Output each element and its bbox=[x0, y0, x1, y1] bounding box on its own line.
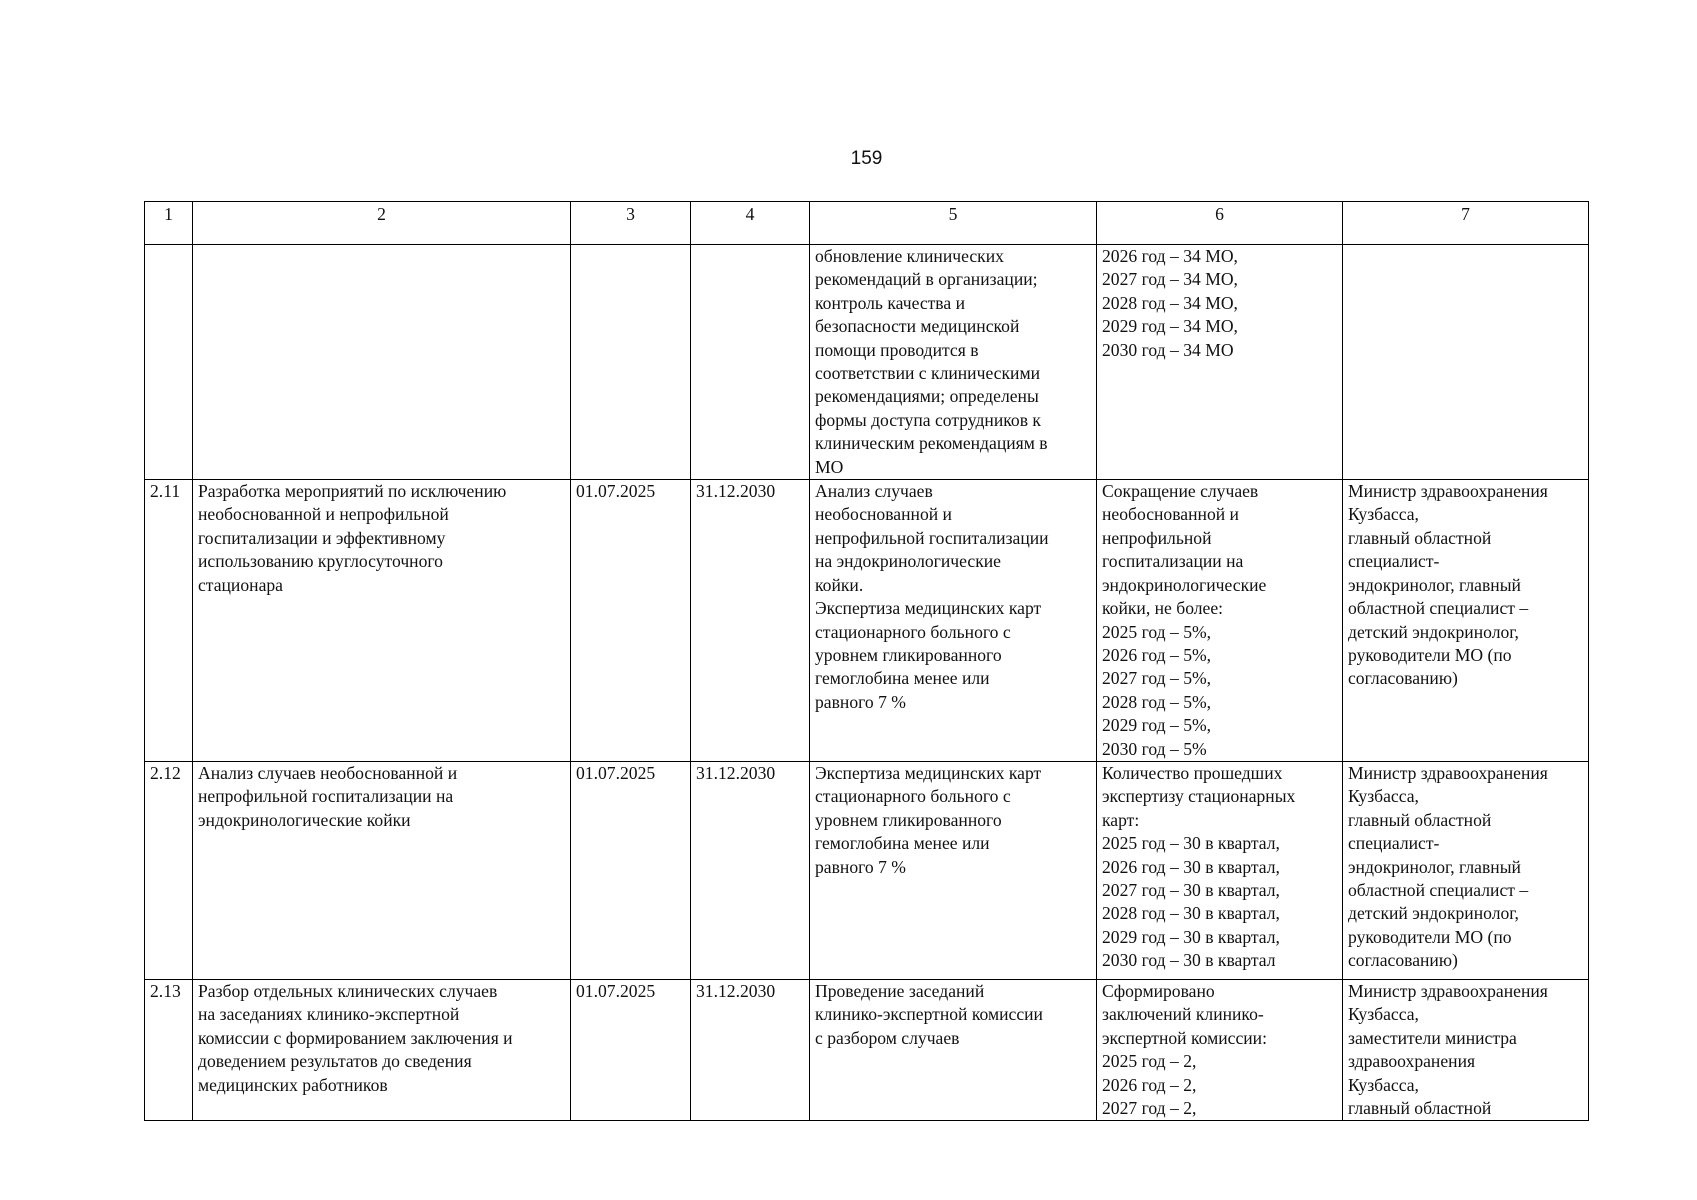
cell-text-line: обновление клинических bbox=[815, 246, 1004, 266]
cell-text-line: гемоглобина менее или bbox=[815, 833, 990, 854]
cell-responsible bbox=[1343, 979, 1589, 1120]
cell-text-line: 2027 год – 5%, bbox=[1102, 668, 1212, 689]
cell-text-line: рекомендаций в организации; bbox=[815, 269, 1038, 290]
cell-text-line: койки. bbox=[815, 574, 864, 595]
cell-text-line: Разбор отдельных клинических случаев bbox=[198, 980, 498, 1001]
cell-text-line: руководители МО (по bbox=[1348, 644, 1512, 665]
cell-text-line: эндокринологические bbox=[1102, 574, 1267, 595]
cell-text-line: 2025 год – 5%, bbox=[1102, 621, 1212, 642]
cell-activity-name bbox=[193, 979, 571, 1120]
cell-text-line: рекомендациями; определены bbox=[815, 386, 1039, 407]
cell-text-line: 2026 год – 30 в квартал, bbox=[1102, 856, 1280, 877]
cell-text-line: Анализ случаев bbox=[815, 481, 933, 502]
cell-activity-name bbox=[193, 245, 571, 480]
cell-start-date: 01.07.2025 bbox=[571, 761, 691, 979]
cell-text-line: гемоглобина менее или bbox=[815, 668, 990, 689]
cell-text-line: карт: bbox=[1102, 809, 1140, 830]
cell-end-date: 31.12.2030 bbox=[691, 979, 810, 1120]
cell-text-line: главный областной bbox=[1348, 809, 1492, 830]
cell-start-date: 01.07.2025 bbox=[571, 480, 691, 762]
cell-text-line: 2027 год – 2, bbox=[1102, 1097, 1197, 1118]
column-header-3: 3 bbox=[571, 202, 691, 245]
cell-text-line: стационарного больного с bbox=[815, 621, 1011, 642]
cell-text-line: 2027 год – 30 в квартал, bbox=[1102, 879, 1280, 900]
cell-text-line: согласованию) bbox=[1348, 950, 1458, 971]
cell-text-line: экспертизу стационарных bbox=[1102, 786, 1296, 807]
cell-text-line: детский эндокринолог, bbox=[1348, 621, 1519, 642]
cell-text-line: специалист- bbox=[1348, 833, 1440, 854]
table-row bbox=[145, 480, 1589, 762]
cell-text-line: Кузбасса, bbox=[1348, 1074, 1419, 1095]
cell-text-line: МО bbox=[815, 456, 844, 477]
cell-responsible bbox=[1343, 245, 1589, 480]
cell-expected-result bbox=[810, 245, 1097, 480]
cell-text-line: госпитализации и эффективному bbox=[198, 527, 446, 548]
cell-text-line: Проведение заседаний bbox=[815, 980, 985, 1001]
cell-text-line: Сформировано bbox=[1102, 980, 1215, 1001]
cell-text-line: с разбором случаев bbox=[815, 1027, 960, 1048]
cell-text-line: помощи проводится в bbox=[815, 339, 979, 360]
cell-indicator bbox=[1097, 480, 1343, 762]
cell-text-line: стационарного больного с bbox=[815, 786, 1011, 807]
cell-text-line: Экспертиза медицинских карт bbox=[815, 598, 1042, 619]
table-header-row bbox=[145, 202, 1589, 245]
cell-text-line: заключений клинико- bbox=[1102, 1004, 1264, 1025]
cell-text-line: 2029 год – 5%, bbox=[1102, 715, 1212, 736]
cell-text-line: безопасности медицинской bbox=[815, 316, 1020, 337]
cell-number: 2.13 bbox=[145, 979, 193, 1120]
cell-activity-name bbox=[193, 761, 571, 979]
cell-text-line: 2027 год – 34 МО, bbox=[1102, 269, 1238, 290]
cell-number: 2.11 bbox=[145, 480, 193, 762]
table-row bbox=[145, 245, 1589, 480]
cell-text-line: формы доступа сотрудников к bbox=[815, 409, 1041, 430]
cell-text-line: необоснованной и непрофильной bbox=[198, 504, 449, 525]
cell-text-line: непрофильной bbox=[1102, 527, 1212, 548]
cell-text-line: Министр здравоохранения bbox=[1348, 481, 1548, 502]
cell-text-line: Количество прошедших bbox=[1102, 762, 1283, 783]
cell-text-line: госпитализации на bbox=[1102, 551, 1244, 572]
cell-end-date: 31.12.2030 bbox=[691, 761, 810, 979]
cell-text-line: медицинских работников bbox=[198, 1074, 388, 1095]
cell-text-line: соответствии с клиническими bbox=[815, 363, 1041, 384]
table-row bbox=[145, 761, 1589, 979]
cell-text-line: Сокращение случаев bbox=[1102, 481, 1259, 502]
cell-text-line: 2028 год – 34 МО, bbox=[1102, 292, 1238, 313]
activity-plan-table bbox=[144, 201, 1589, 1121]
cell-text-line: уровнем гликированного bbox=[815, 809, 1002, 830]
cell-text-line: 2025 год – 2, bbox=[1102, 1051, 1197, 1072]
cell-number: 2.12 bbox=[145, 761, 193, 979]
cell-text-line: контроль качества и bbox=[815, 292, 966, 313]
cell-expected-result bbox=[810, 761, 1097, 979]
cell-text-line: 2025 год – 30 в квартал, bbox=[1102, 833, 1280, 854]
cell-indicator bbox=[1097, 761, 1343, 979]
cell-text-line: главный областной bbox=[1348, 527, 1492, 548]
cell-text-line: Министр здравоохранения bbox=[1348, 980, 1548, 1001]
cell-text-line: клинико-экспертной комиссии bbox=[815, 1004, 1043, 1025]
cell-text-line: стационара bbox=[198, 574, 283, 595]
cell-text-line: заместители министра bbox=[1348, 1027, 1517, 1048]
column-header-1: 1 bbox=[145, 202, 193, 245]
cell-text-line: Кузбасса, bbox=[1348, 786, 1419, 807]
cell-responsible bbox=[1343, 480, 1589, 762]
column-header-5: 5 bbox=[810, 202, 1097, 245]
cell-text-line: областной специалист – bbox=[1348, 879, 1529, 900]
cell-text-line: равного 7 % bbox=[815, 856, 906, 877]
cell-number bbox=[145, 245, 193, 480]
cell-text-line: необоснованной и bbox=[815, 504, 952, 525]
cell-text-line: равного 7 % bbox=[815, 691, 906, 712]
cell-text-line: эндокринолог, главный bbox=[1348, 856, 1521, 877]
cell-text-line: необоснованной и bbox=[1102, 504, 1239, 525]
cell-text-line: уровнем гликированного bbox=[815, 644, 1002, 665]
cell-expected-result bbox=[810, 979, 1097, 1120]
table-row bbox=[145, 979, 1589, 1120]
cell-text-line: использованию круглосуточного bbox=[198, 551, 443, 572]
cell-text-line: Министр здравоохранения bbox=[1348, 762, 1548, 783]
cell-text-line: 2026 год – 5%, bbox=[1102, 644, 1212, 665]
cell-text-line: на эндокринологические bbox=[815, 551, 1001, 572]
cell-text-line: Разработка мероприятий по исключению bbox=[198, 481, 507, 502]
cell-text-line: эндокринологические койки bbox=[198, 809, 411, 830]
cell-text-line: 2029 год – 30 в квартал, bbox=[1102, 926, 1280, 947]
column-header-4: 4 bbox=[691, 202, 810, 245]
cell-text-line: комиссии с формированием заключения и bbox=[198, 1027, 513, 1048]
cell-text-line: 2030 год – 30 в квартал bbox=[1102, 950, 1276, 971]
cell-text-line: Кузбасса, bbox=[1348, 1004, 1419, 1025]
cell-text-line: главный областной bbox=[1348, 1097, 1492, 1118]
cell-text-line: 2030 год – 5% bbox=[1102, 738, 1207, 759]
cell-text-line: Анализ случаев необоснованной и bbox=[198, 762, 458, 783]
cell-text-line: экспертной комиссии: bbox=[1102, 1027, 1267, 1048]
cell-text-line: койки, не более: bbox=[1102, 598, 1224, 619]
cell-text-line: областной специалист – bbox=[1348, 598, 1529, 619]
cell-end-date bbox=[691, 245, 810, 480]
cell-text-line: клиническим рекомендациям в bbox=[815, 433, 1048, 454]
cell-start-date bbox=[571, 245, 691, 480]
cell-text-line: непрофильной госпитализации bbox=[815, 527, 1049, 548]
cell-text-line: здравоохранения bbox=[1348, 1051, 1476, 1072]
cell-text-line: специалист- bbox=[1348, 551, 1440, 572]
cell-responsible bbox=[1343, 761, 1589, 979]
cell-text-line: 2030 год – 34 МО bbox=[1102, 339, 1234, 360]
cell-text-line: на заседаниях клинико-экспертной bbox=[198, 1004, 460, 1025]
cell-text-line: 2029 год – 34 МО, bbox=[1102, 316, 1238, 337]
cell-end-date: 31.12.2030 bbox=[691, 480, 810, 762]
cell-text-line: Кузбасса, bbox=[1348, 504, 1419, 525]
cell-text-line: 2028 год – 30 в квартал, bbox=[1102, 903, 1280, 924]
cell-text-line: согласованию) bbox=[1348, 668, 1458, 689]
cell-text-line: 2026 год – 2, bbox=[1102, 1074, 1197, 1095]
cell-text-line: руководители МО (по bbox=[1348, 926, 1512, 947]
cell-activity-name bbox=[193, 480, 571, 762]
column-header-6: 6 bbox=[1097, 202, 1343, 245]
cell-start-date: 01.07.2025 bbox=[571, 979, 691, 1120]
cell-indicator bbox=[1097, 245, 1343, 480]
cell-text-line: 2028 год – 5%, bbox=[1102, 691, 1212, 712]
cell-indicator bbox=[1097, 979, 1343, 1120]
cell-text-line: 2026 год – 34 МО, bbox=[1102, 246, 1238, 266]
cell-text-line: детский эндокринолог, bbox=[1348, 903, 1519, 924]
column-header-2: 2 bbox=[193, 202, 571, 245]
cell-expected-result bbox=[810, 480, 1097, 762]
cell-text-line: Экспертиза медицинских карт bbox=[815, 762, 1042, 783]
cell-text-line: непрофильной госпитализации на bbox=[198, 786, 454, 807]
cell-text-line: доведением результатов до сведения bbox=[198, 1051, 472, 1072]
page-number: 159 bbox=[850, 148, 883, 169]
cell-text-line: эндокринолог, главный bbox=[1348, 574, 1521, 595]
column-header-7: 7 bbox=[1343, 202, 1589, 245]
